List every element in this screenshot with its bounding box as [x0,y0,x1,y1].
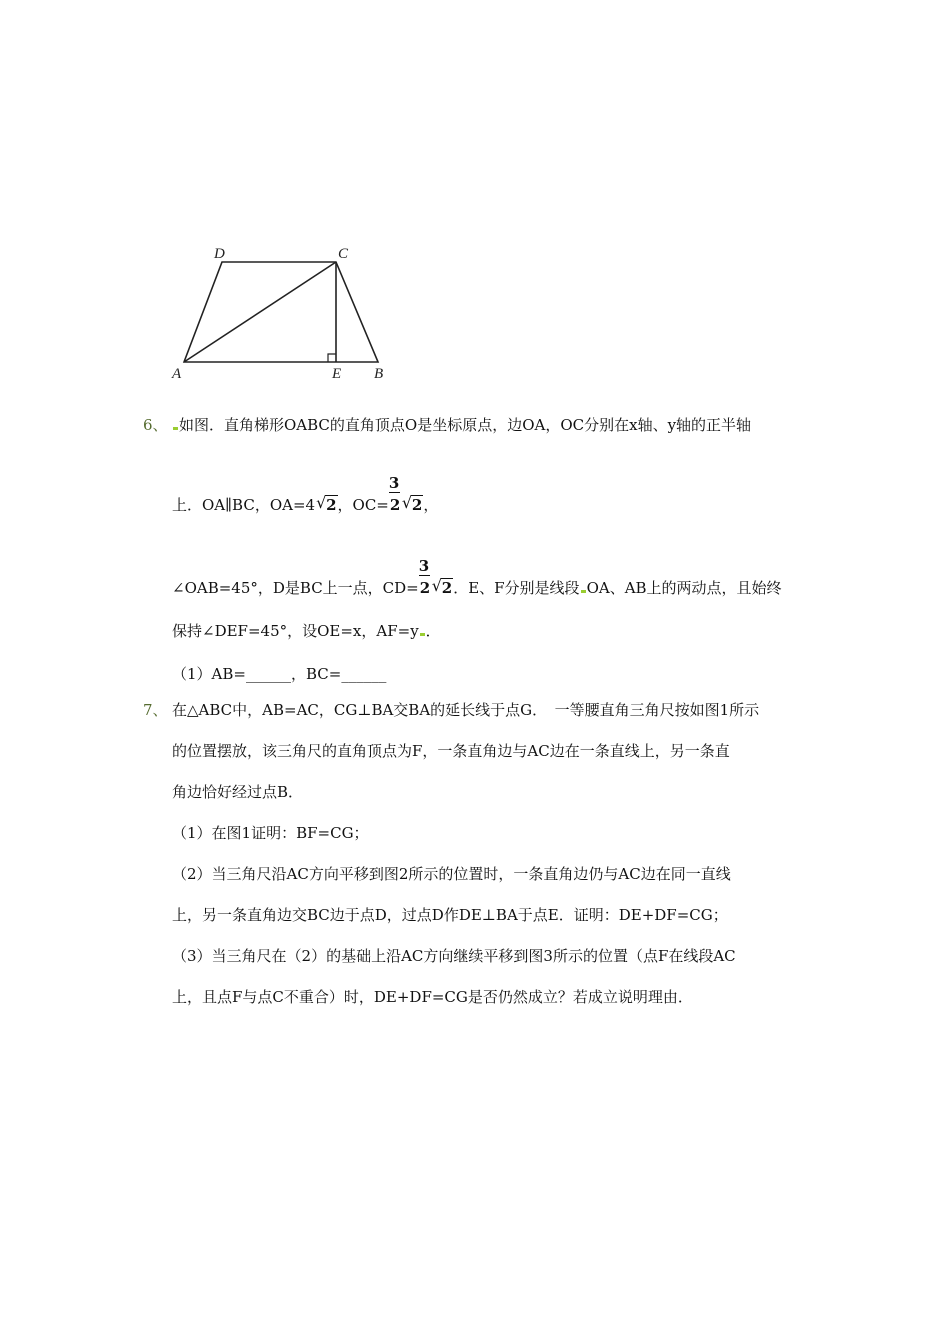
fraction-3-2: $\frac{3}{2}$ [418,557,431,597]
q6-line2-c: ， [423,496,439,514]
q6-line3-c: OA、AB上的两动点，且始终 [586,579,782,597]
label-e: E [332,366,342,382]
q6-line2 [172,474,439,515]
trapezoid-figure [168,240,398,390]
q6-line1 [172,415,751,435]
diagonal-ac [184,262,336,362]
highlight-mark [420,633,425,636]
sqrt-2: √ 2 [431,576,453,597]
label-d: D [214,246,225,262]
label-c: C [338,246,349,262]
highlight-mark [581,590,586,593]
q6-line4-text: 保持∠DEF=45°，设OE=x，AF=y [172,622,419,640]
q7-sub2-line2: 上，另一条直角边交BC边于点D，过点D作DE⊥BA于点E．证明：DE+DF=CG； [172,906,728,924]
q7-sub2-line1: （2）当三角尺沿AC方向平移到图2所示的位置时，一条直角边仍与AC边在同一直线 [172,865,731,883]
q6-line3-b: ．E、F分别是线段 [453,579,580,597]
q6-line2-b: ，OC= [337,496,389,514]
sqrt-2: √ 2 [316,493,337,514]
highlight-mark [173,427,178,430]
q6-line4 [172,621,441,641]
q7-line3: 角边恰好经过点B． [172,783,304,801]
q7-sub1: （1）在图1证明：BF=CG； [172,824,369,842]
q6-line2-a: 上．OA∥BC，OA=4 [172,496,316,514]
right-angle-mark [328,354,336,362]
label-b: B [374,366,384,382]
sqrt-2: √ 2 [401,493,423,514]
q6-line3 [172,557,782,598]
q6-number: 6、 [143,416,168,434]
q6-line3-a: ∠OAB=45°，D是BC上一点，CD= [172,579,419,597]
q7-sub3-line1: （3）当三角尺在（2）的基础上沿AC方向继续平移到图3所示的位置（点F在线段AC [172,947,736,965]
q6-line1-text: 如图．直角梯形OABC的直角顶点O是坐标原点，边OA，OC分别在x轴、y轴的正半轴 [179,416,752,434]
q6-sub1: （1）AB=______，BC=______ [172,665,387,683]
fraction-3-2: $\frac{3}{2}$ [388,474,401,514]
q6-line4-end: ． [425,622,441,640]
q7-number: 7、 [143,701,168,719]
q7-sub3-line2: 上，且点F与点C不重合）时，DE+DF=CG是否仍然成立？若成立说明理由． [172,988,693,1006]
q7-line1: 在△ABC中，AB=AC，CG⊥BA交BA的延长线于点G． 一等腰直角三角尺按如图1所示 [172,701,760,719]
q7-line2: 的位置摆放，该三角尺的直角顶点为F，一条直角边与AC边在一条直线上，另一条直 [172,742,730,760]
trapezoid-outline [184,262,378,362]
label-a: A [172,366,182,382]
